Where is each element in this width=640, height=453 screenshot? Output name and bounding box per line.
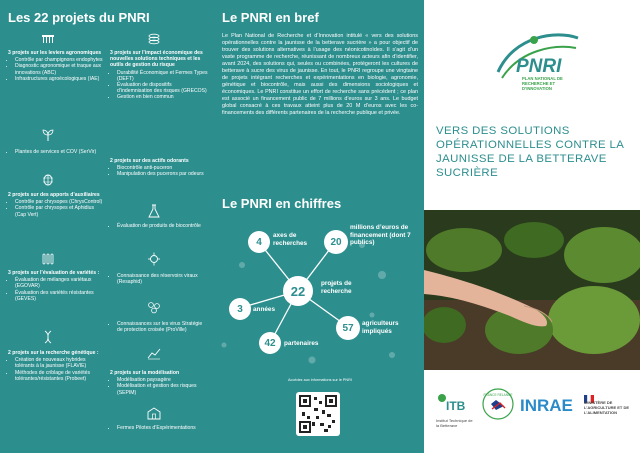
stat-center-label: projets de recherche (321, 280, 352, 295)
qr-caption: Accédez aux informations sur le PNRI (288, 378, 352, 382)
test-tubes-icon (40, 252, 56, 266)
block-auxiliaires (8, 192, 104, 218)
block-modelisation (110, 370, 208, 396)
list-item: • Création de nouveaux hybrides tolérants à la jaunisse (FLAVIE) (15, 357, 104, 369)
list-item: • Fermes Pilotes d’Expérimentations (117, 425, 208, 431)
logo-word: PNRI (516, 56, 562, 77)
stat-value: 4 (248, 231, 270, 253)
france-relance-logo (482, 388, 514, 420)
list-item: • Évaluation de produits de biocontrôle (117, 223, 208, 229)
block-leviers (8, 50, 104, 82)
chart-icon (146, 346, 162, 360)
inrae-word: INRAE (520, 396, 573, 415)
tools-icon (40, 32, 56, 46)
stat-value: 57 (336, 316, 360, 340)
virus-icon (146, 252, 162, 266)
list-item: • Modélisation paysagère (117, 377, 208, 383)
list-item: • Gestion en bien commun (117, 94, 208, 100)
farm-icon (146, 406, 162, 420)
list-item: • Connaissance des réservoirs viraux (Resaphid) (117, 273, 208, 285)
partner-logos (424, 372, 640, 453)
dna-icon (40, 330, 56, 344)
list-item: • Plantes de services et COV (SerVir) (15, 149, 104, 155)
list-item: • Durabilité Économique et Fermes Types (DEFT) (117, 70, 208, 82)
marianne-icon (584, 390, 594, 398)
inrae-logo (520, 394, 578, 416)
list-item: • Contrôle par champignons endophytes (15, 57, 104, 63)
flask-icon (146, 204, 162, 218)
block-heading: 2 projets sur des apports d’auxiliaires (8, 192, 100, 198)
chiffres-title: Le PNRI en chiffres (222, 196, 342, 211)
sprout-icon (40, 128, 56, 142)
stat-label: axes de recherches (273, 232, 308, 247)
virus-cluster-icon (146, 300, 162, 314)
list-item: • Biocontrôle anti-puceron (117, 165, 208, 171)
relance-word: FRANCE RELANCE (483, 393, 513, 397)
qr-code[interactable] (296, 392, 340, 436)
cover-title: VERS DES SOLUTIONS OPÉRATIONNELLES CONTRE LA JAUNISSE DE LA BETTERAVE SUCRIÈRE (436, 125, 624, 179)
ladybug-icon (40, 172, 56, 186)
block-resaphid (110, 272, 208, 285)
stat-label: années (253, 306, 276, 313)
stat-label: millions d’euros de financement (dont 7 publics) (350, 224, 411, 247)
stat-center-value: 22 (283, 276, 313, 306)
block-heading: 2 projets sur des actifs odorants (110, 158, 189, 164)
block-varietes (8, 270, 104, 302)
coins-icon (146, 32, 162, 46)
list-item: • Évaluation des variétés résistantes (GEVES) (15, 290, 104, 302)
list-item: • Diagnostic agronomique et traque aux innovations (ABC) (15, 63, 104, 75)
block-heading: 3 projets sur l’impact économique des nouvelles solutions techniques et les outils de gestion du risque (110, 50, 203, 69)
block-biocontrole (110, 222, 208, 229)
block-heading: 3 projets sur les leviers agronomiques (8, 50, 102, 56)
list-item: • Méthodes de criblage de variétés tolérantes/résistantes (Probeet) (15, 370, 104, 382)
itb-logo (436, 390, 466, 418)
list-item: • Infrastructures agroécologiques (IAE) (15, 76, 104, 82)
list-item: • Manipulation des pucerons par odeurs (117, 171, 208, 177)
beet-leaf-photo (424, 210, 640, 370)
list-item: • Contrôle par chrysopes et Aphidius (Cap Vert) (15, 205, 104, 217)
list-item: • Évaluation de mélanges variétaux (EGOVAR) (15, 277, 104, 289)
logo-subtitle: PLAN NATIONAL DE RECHERCHE ET D’INNOVATION (522, 76, 563, 91)
ministere-text: MINISTÈRE DE L’AGRICULTURE ET DE L’ALIMENTATION (584, 400, 630, 415)
stat-label: partenaires (284, 340, 319, 347)
list-item: • Modélisation et gestion des risques (SEPIM) (117, 383, 208, 395)
block-heading: 2 projets sur la recherche génétique : (8, 350, 99, 356)
block-proville (110, 320, 208, 333)
stat-label: agriculteurs impliqués (362, 320, 399, 335)
block-heading: 2 projets sur la modélisation (110, 370, 180, 376)
block-economie (110, 50, 208, 101)
list-item: • Évaluation de dispositifs d’indemnisation des risques (GRECOS) (117, 82, 208, 94)
bref-title: Le PNRI en bref (222, 10, 319, 25)
list-item: • Connaissances sur les virus Stratégie de protection croisée (ProVille) (117, 321, 208, 333)
block-fermes (110, 424, 208, 431)
block-odorants (110, 158, 208, 178)
itb-word: ITB (446, 399, 466, 413)
stat-value: 3 (229, 298, 251, 320)
block-servir (8, 148, 104, 155)
list-item: • Contrôle par chrysopes (ChrysControl) (15, 199, 104, 205)
block-heading: 3 projets sur l’évaluation de variétés : (8, 270, 100, 276)
stat-value: 20 (324, 230, 348, 254)
itb-subtitle: Institut Technique de la Betterave (436, 418, 473, 428)
block-genetique (8, 350, 104, 382)
bref-paragraph: Le Plan National de Recherche et d’Innovation intitulé « vers des solutions opérationnelles contre la jaunisse de la betterave sucrière » a pour objectif de trouver des solutions alternatives à l’usage des néonicotinoïdes. Il s’agit d’un vaste programme de recherche, réunissant de nombreux acteurs afin d’identifier, avant 2024, des solutions qui, seules ou combinées, protégeront les cultures de betterave à sucre des virus de jaunisse. En tout, le PNRI regroupe une vingtaine de projets intégrant recherches et expérimentations en biologie, agronomie, génétique et biocontrôle, mais aussi des dimensions sociologiques et économiques. Le PNRI constitue un effort de recherche sans précédent ; ce plan est associé un financement public de 7 millions d’euros sur 3 ans. Le budget global consacré à ces travaux atteint plus de 20 M d’euros avec les co-financements des différents partenaires de la recherche publique et privée. (222, 33, 418, 116)
projects-title: Les 22 projets du PNRI (8, 10, 150, 25)
stat-value: 42 (259, 332, 281, 354)
